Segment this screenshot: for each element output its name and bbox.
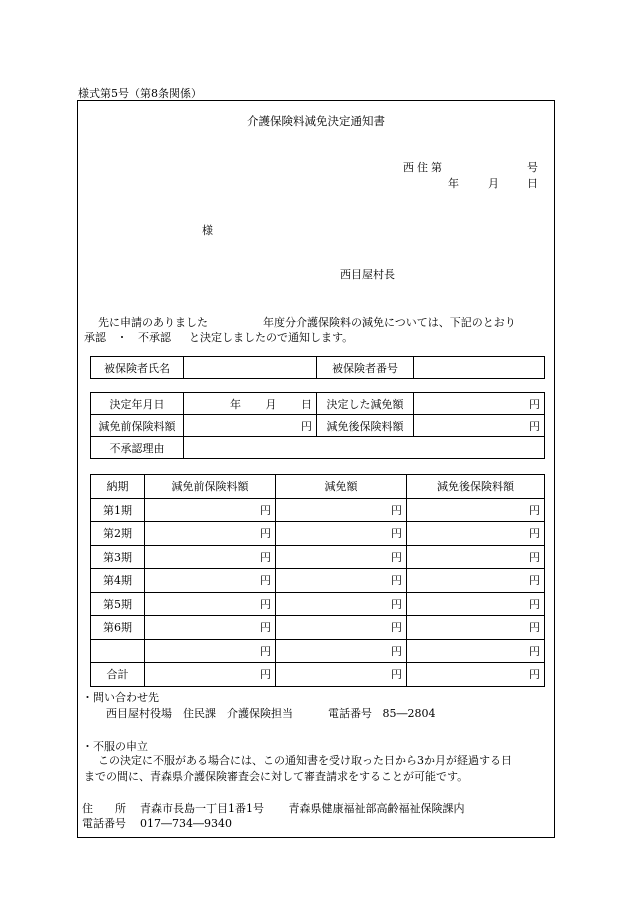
yen-unit: 円	[391, 550, 402, 564]
table-row	[91, 522, 545, 546]
body-line2-c: と決定しましたので通知します。	[189, 331, 354, 344]
reduction-cell[interactable]	[276, 639, 407, 663]
ref-go: 号	[527, 161, 538, 174]
yen-unit: 円	[529, 527, 540, 541]
after-cell[interactable]	[407, 592, 545, 616]
after-cell[interactable]	[407, 545, 545, 569]
body-approve: 承認	[84, 331, 106, 344]
yen-unit: 円	[301, 419, 312, 433]
appeal-phone-label: 電話番号	[82, 817, 126, 830]
schedule-header-reduction: 減免額	[276, 475, 407, 499]
yen-unit: 円	[529, 644, 540, 658]
before-cell[interactable]	[145, 592, 276, 616]
yen-unit: 円	[260, 597, 271, 611]
contact-office: 西目屋村役場 住民課 介護保険担当	[106, 707, 293, 720]
reduction-cell[interactable]	[276, 545, 407, 569]
yen-unit: 円	[391, 503, 402, 517]
schedule-header-before: 減免前保険料額	[145, 475, 276, 499]
table-row	[91, 616, 545, 640]
reduction-cell[interactable]	[276, 498, 407, 522]
table-row	[91, 545, 545, 569]
ref-nishi: 西	[403, 161, 414, 174]
notice-body	[84, 315, 516, 345]
after-cell[interactable]	[407, 498, 545, 522]
reduction-cell[interactable]	[276, 569, 407, 593]
reason-label: 不承認理由	[91, 437, 184, 459]
schedule-header-after: 減免後保険料額	[407, 475, 545, 499]
yen-unit: 円	[260, 644, 271, 658]
department: 青森県健康福祉部高齢福祉保険課内	[288, 802, 465, 815]
period-label	[91, 639, 145, 663]
contact-heading: ・問い合わせ先	[82, 691, 159, 704]
table-row	[91, 569, 545, 593]
yen-unit: 円	[260, 550, 271, 564]
insured-number-field[interactable]	[414, 357, 545, 379]
after-total-cell[interactable]	[407, 663, 545, 687]
reduction-cell[interactable]	[276, 592, 407, 616]
after-cell[interactable]	[407, 639, 545, 663]
yen-unit: 円	[391, 621, 402, 635]
after-cell[interactable]	[407, 522, 545, 546]
issuer: 西目屋村長	[340, 268, 395, 281]
before-amount-label: 減免前保険料額	[91, 415, 184, 437]
address-label: 住 所	[82, 802, 126, 815]
decision-table	[90, 392, 545, 459]
appeal-heading: ・不服の申立	[82, 740, 148, 753]
date-day: 日	[527, 177, 538, 190]
total-label: 合計	[91, 663, 145, 687]
yen-unit: 円	[529, 397, 540, 411]
after-cell[interactable]	[407, 616, 545, 640]
yen-unit: 円	[260, 503, 271, 517]
reduction-cell[interactable]	[276, 616, 407, 640]
ref-dai: 第	[431, 161, 442, 174]
contact-phone-label: 電話番号	[327, 707, 372, 720]
decision-year: 年	[230, 397, 242, 411]
decision-amount-field[interactable]	[414, 393, 545, 415]
yen-unit: 円	[391, 527, 402, 541]
period-label: 第5期	[91, 592, 145, 616]
yen-unit: 円	[391, 597, 402, 611]
appeal-line1: この決定に不服がある場合には、この通知書を受け取った日から3か月が経過する日	[98, 754, 512, 767]
table-row	[91, 639, 545, 663]
yen-unit: 円	[391, 668, 402, 682]
table-row	[91, 498, 545, 522]
notice-frame	[77, 100, 555, 838]
recipient-suffix: 様	[202, 224, 213, 237]
table-row	[91, 592, 545, 616]
yen-unit: 円	[529, 419, 540, 433]
insured-table	[90, 356, 545, 379]
reduction-total-cell[interactable]	[276, 663, 407, 687]
schedule-table	[90, 474, 545, 687]
decision-amount-label: 決定した減免額	[317, 393, 414, 415]
appeal-phone-value: 017―734―9340	[140, 817, 232, 830]
before-amount-field[interactable]	[184, 415, 317, 437]
decision-date-field[interactable]	[184, 393, 317, 415]
after-cell[interactable]	[407, 569, 545, 593]
period-label: 第2期	[91, 522, 145, 546]
form-id: 様式第5号（第8条関係）	[78, 87, 202, 100]
address-value: 青森市長島一丁目1番1号	[140, 802, 264, 815]
reason-field[interactable]	[184, 437, 545, 459]
yen-unit: 円	[529, 597, 540, 611]
contact-info	[106, 705, 435, 721]
yen-unit: 円	[260, 668, 271, 682]
after-amount-field[interactable]	[414, 415, 545, 437]
decision-month: 月	[265, 397, 277, 411]
before-cell[interactable]	[145, 639, 276, 663]
before-cell[interactable]	[145, 545, 276, 569]
ref-ju: 住	[417, 161, 428, 174]
yen-unit: 円	[260, 527, 271, 541]
schedule-header-period: 納期	[91, 475, 145, 499]
period-label: 第4期	[91, 569, 145, 593]
insured-number-label: 被保険者番号	[317, 357, 414, 379]
insured-name-field[interactable]	[184, 357, 317, 379]
before-cell[interactable]	[145, 569, 276, 593]
reduction-cell[interactable]	[276, 522, 407, 546]
period-label: 第3期	[91, 545, 145, 569]
period-label: 第6期	[91, 616, 145, 640]
date-month: 月	[488, 177, 499, 190]
yen-unit: 円	[529, 503, 540, 517]
appeal-address	[82, 800, 464, 816]
yen-unit: 円	[529, 574, 540, 588]
before-cell[interactable]	[145, 522, 276, 546]
body-line1-a: 先に申請のありました	[98, 316, 208, 329]
before-total-cell[interactable]	[145, 663, 276, 687]
appeal-phone	[82, 815, 232, 831]
contact-phone: 85―2804	[382, 707, 436, 720]
appeal-text	[84, 753, 512, 785]
yen-unit: 円	[260, 574, 271, 588]
appeal-line2: までの間に、青森県介護保険審査会に対して審査請求をすることが可能です。	[84, 770, 469, 783]
period-label: 第1期	[91, 498, 145, 522]
decision-date-label: 決定年月日	[91, 393, 184, 415]
body-reject: 不承認	[138, 331, 171, 344]
body-sep: ・	[116, 331, 128, 344]
decision-day: 日	[301, 397, 312, 411]
after-amount-label: 減免後保険料額	[317, 415, 414, 437]
before-cell[interactable]	[145, 498, 276, 522]
date-year: 年	[448, 177, 459, 190]
total-row	[91, 663, 545, 687]
yen-unit: 円	[391, 644, 402, 658]
yen-unit: 円	[529, 668, 540, 682]
insured-name-label: 被保険者氏名	[91, 357, 184, 379]
yen-unit: 円	[529, 621, 540, 635]
document-title: 介護保険料減免決定通知書	[247, 114, 385, 128]
body-line1-b: 年度分介護保険料の減免については、下記のとおり	[263, 316, 516, 329]
yen-unit: 円	[260, 621, 271, 635]
before-cell[interactable]	[145, 616, 276, 640]
yen-unit: 円	[391, 574, 402, 588]
yen-unit: 円	[529, 550, 540, 564]
